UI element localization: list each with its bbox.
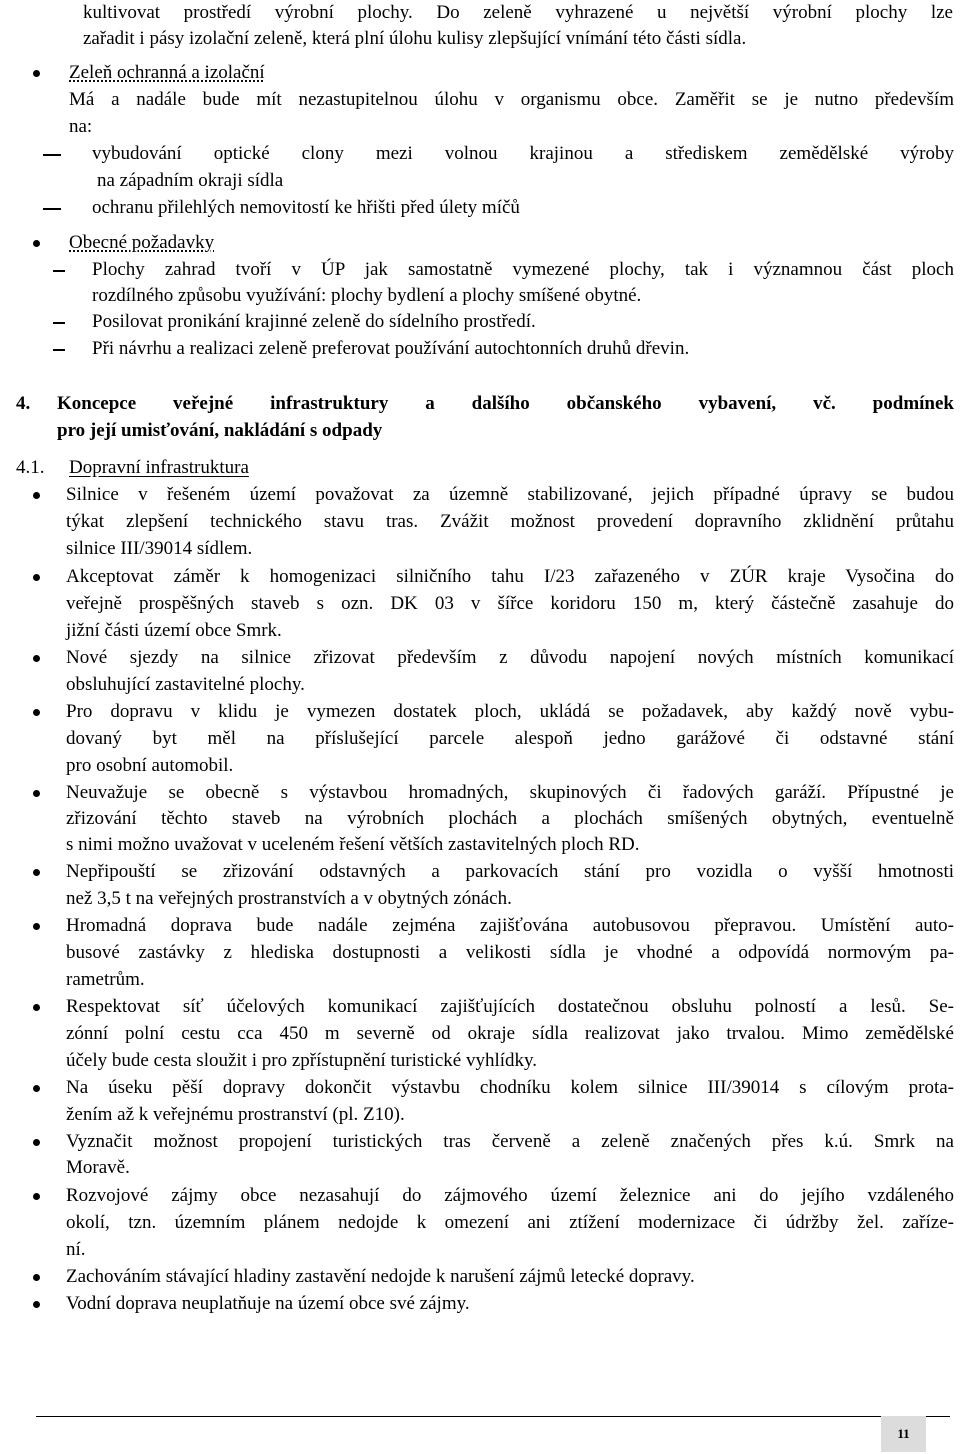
- list-item: ní.: [66, 1239, 86, 1260]
- list-item: zřizování těchto staveb na výrobních plochách a plochách smíšených obytných, eventuelně: [66, 808, 954, 829]
- list-item: silnice III/39014 sídlem.: [66, 538, 253, 559]
- list-item: Respektovat síť účelových komunikací zajišťujících dostatečnou obsluhu polností a lesů. Se-: [66, 996, 954, 1017]
- paragraph-line: zařadit i pásy izolační zeleně, která plní úlohu kulisy zlepšující vnímání této části sídla.: [83, 28, 747, 49]
- list-item: Nepřipouští se zřizování odstavných a parkovacích stání pro vozidla o vyšší hmotnosti: [66, 861, 954, 882]
- list-item: týkat zlepšení technického stavu tras. Zvážit možnost provedení dopravního zklidnění průtahu: [66, 511, 954, 532]
- page-number: 11: [881, 1416, 926, 1452]
- list-item: Posilovat pronikání krajinné zeleně do sídelního prostředí.: [92, 311, 536, 332]
- list-item: než 3,5 t na veřejných prostranstvích a v obytných zónách.: [66, 888, 512, 909]
- list-item: Vodní doprava neuplatňuje na území obce své zájmy.: [66, 1293, 470, 1314]
- list-item: Pro dopravu v klidu je vymezen dostatek ploch, ukládá se požadavek, aby každý nově vybu-: [66, 701, 954, 722]
- list-item: Zachováním stávající hladiny zastavění nedojde k narušení zájmů letecké dopravy.: [66, 1266, 695, 1287]
- list-item: rametrům.: [66, 969, 145, 990]
- list-item: rozdílného způsobu využívání: plochy bydlení a plochy smíšené obytné.: [92, 285, 642, 306]
- section-number: 4.: [16, 393, 31, 414]
- list-item: na západním okraji sídla: [97, 170, 284, 191]
- list-item: Akceptovat záměr k homogenizaci silničního tahu I/23 zařazeného v ZÚR kraje Vysočina do: [66, 566, 954, 587]
- list-item: dovaný byt měl na příslušející parcele alespoň jedno garážové či odstavné stání: [66, 728, 954, 749]
- subsection-number: 4.1.: [16, 457, 45, 478]
- list-item: Neuvažuje se obecně s výstavbou hromadných, skupinových či řadových garáží. Přípustné je: [66, 782, 954, 803]
- paragraph-line: Má a nadále bude mít nezastupitelnou úlohu v organismu obce. Zaměřit se je nutno především: [69, 89, 954, 110]
- list-item: zónní polní cestu cca 450 m severně od okraje sídla realizovat jako trvalou. Mimo zemědělské: [66, 1023, 954, 1044]
- list-item: vybudování optické clony mezi volnou krajinou a střediskem zemědělské výroby: [92, 143, 954, 164]
- section-heading: Zeleň ochranná a izolační: [69, 62, 265, 83]
- list-item: Rozvojové zájmy obce nezasahují do zájmového území železnice ani do jejího vzdáleného: [66, 1185, 954, 1206]
- list-item: Silnice v řešeném území považovat za územně stabilizované, jejich případné úpravy se budou: [66, 484, 954, 505]
- section-title: pro její umisťování, nakládání s odpady: [57, 420, 383, 441]
- list-item: obsluhující zastavitelné plochy.: [66, 674, 305, 695]
- list-item: Nové sjezdy na silnice zřizovat především z důvodu napojení nových místních komunikací: [66, 647, 954, 668]
- list-item: Při návrhu a realizaci zeleně preferovat používání autochtonních druhů dřevin.: [92, 338, 690, 359]
- list-item: pro osobní automobil.: [66, 755, 234, 776]
- list-item: Hromadná doprava bude nadále zejména zajišťována autobusovou přepravou. Umístění auto-: [66, 915, 954, 936]
- list-item: Na úseku pěší dopravy dokončit výstavbu chodníku kolem silnice III/39014 s cílovým prota-: [66, 1077, 954, 1098]
- list-item: Vyznačit možnost propojení turistických tras červeně a zeleně značených přes k.ú. Smrk na: [66, 1131, 954, 1152]
- list-item: s nimi možno uvažovat v uceleném řešení větších zastavitelných ploch RD.: [66, 834, 640, 855]
- paragraph-line: na:: [69, 116, 93, 137]
- list-item: okolí, tzn. územním plánem nedojde k omezení ani ztížení modernizace či údržby žel. zaříze-: [66, 1212, 954, 1233]
- list-item: účely bude cesta sloužit i pro zpřístupnění turistické vyhlídky.: [66, 1050, 538, 1071]
- list-item: busové zastávky z hlediska dostupnosti a velikosti sídla je vhodné a odpovídá normovým pa-: [66, 942, 954, 963]
- list-item: Moravě.: [66, 1157, 130, 1178]
- list-item: žením až k veřejnému prostranství (pl. Z10).: [66, 1104, 405, 1125]
- list-item: veřejně prospěšných staveb s ozn. DK 03 v šířce koridoru 150 m, který částečně zasahuje do: [66, 593, 954, 614]
- section-title: Koncepce veřejné infrastruktury a dalšího občanského vybavení, vč. podmínek: [57, 393, 954, 414]
- list-item: Plochy zahrad tvoří v ÚP jak samostatně vymezené plochy, tak i významnou část ploch: [92, 259, 954, 280]
- list-item: jižní části území obce Smrk.: [66, 620, 282, 641]
- list-item: ochranu přilehlých nemovitostí ke hřišti před úlety míčů: [92, 197, 520, 218]
- section-heading: Obecné požadavky: [69, 232, 215, 253]
- subsection-title: Dopravní infrastruktura: [69, 457, 249, 478]
- footer-divider: [36, 1416, 950, 1417]
- paragraph-line: kultivovat prostředí výrobní plochy. Do zeleně vyhrazené u největší výrobní plochy lze: [83, 2, 953, 23]
